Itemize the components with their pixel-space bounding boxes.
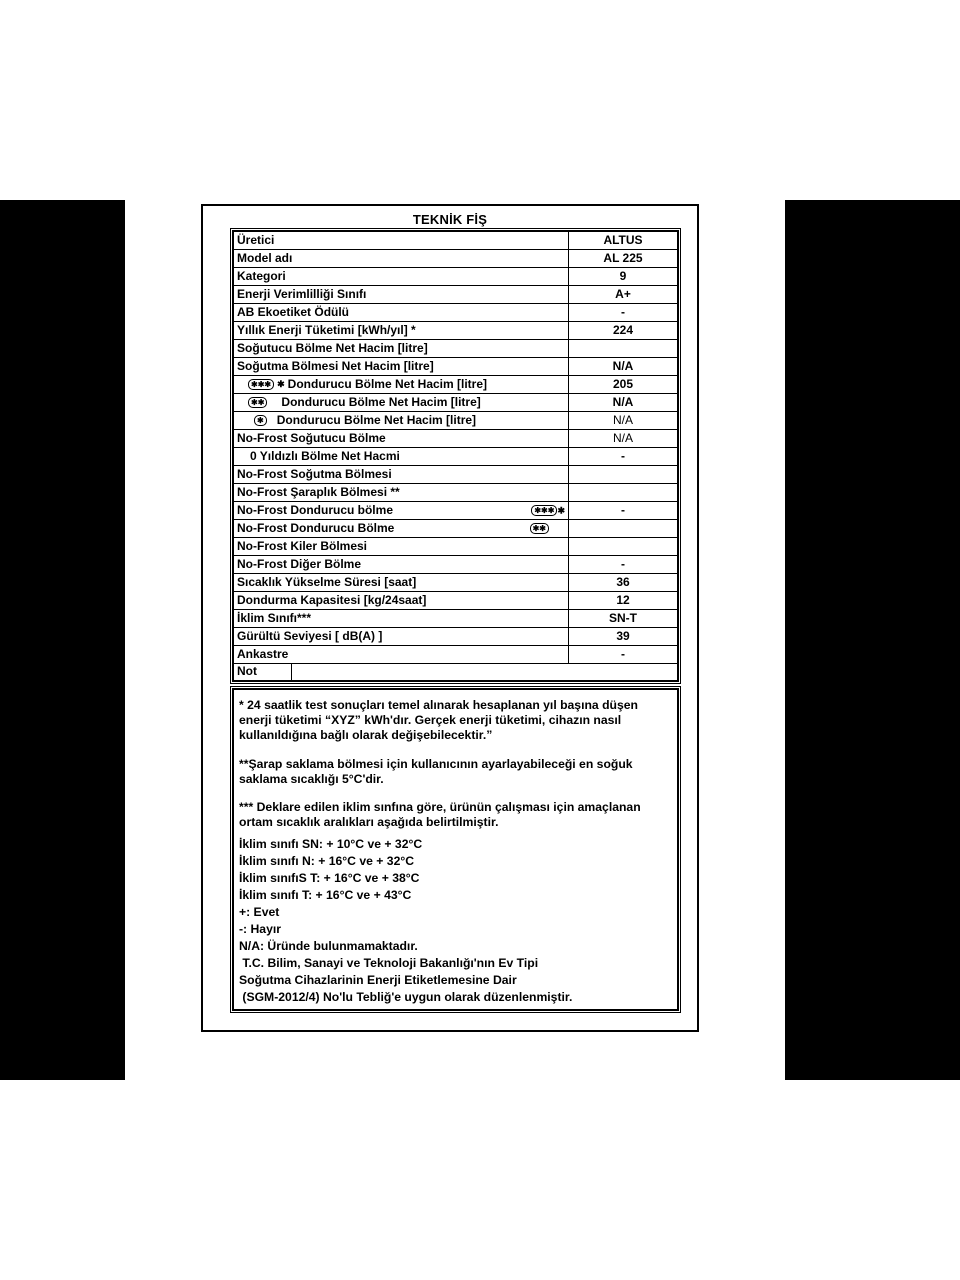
row-label-text: Dondurucu Bölme Net Hacim [litre] bbox=[287, 376, 488, 391]
one-star-icon: ✱ bbox=[254, 415, 267, 426]
legend-line: +: Evet bbox=[239, 905, 280, 919]
three-star-icon-group bbox=[531, 503, 565, 518]
table-row bbox=[233, 358, 678, 376]
table-row bbox=[233, 250, 678, 268]
note-inner bbox=[234, 664, 677, 680]
left-black-band bbox=[0, 200, 125, 1080]
table-row bbox=[233, 646, 678, 664]
row-value: A+ bbox=[569, 286, 679, 304]
footnote-2: **Şarap saklama bölmesi için kullanıcının ayarlayabileceği en soğuk saklama sıcaklığı 5°C'dir. bbox=[239, 757, 633, 786]
table-row bbox=[233, 448, 678, 466]
table-row bbox=[233, 394, 678, 412]
row-label: No-Frost Soğutma Bölmesi bbox=[233, 466, 569, 484]
row-label: AB Ekoetiket Ödülü bbox=[233, 304, 569, 322]
row-value: N/A bbox=[569, 430, 679, 448]
row-label: Yıllık Enerji Tüketimi [kWh/yıl] * bbox=[233, 322, 569, 340]
table-row bbox=[233, 502, 678, 520]
row-label bbox=[233, 412, 569, 430]
regulation-line: T.C. Bilim, Sanayi ve Teknoloji Bakanlığı'nın Ev Tipi bbox=[239, 956, 539, 970]
table-row bbox=[233, 574, 678, 592]
row-label bbox=[233, 520, 569, 538]
row-label: Model adı bbox=[233, 250, 569, 268]
right-black-band bbox=[785, 200, 960, 1080]
row-value: 12 bbox=[569, 592, 679, 610]
note-value bbox=[292, 664, 677, 680]
row-label: No-Frost Soğutucu Bölme bbox=[233, 430, 569, 448]
climate-line: İklim sınıfıS T: + 16°C ve + 38°C bbox=[239, 871, 420, 885]
footnotes-box bbox=[232, 688, 679, 1011]
row-label bbox=[233, 394, 569, 412]
table-row bbox=[233, 556, 678, 574]
row-value: 224 bbox=[569, 322, 679, 340]
row-value: - bbox=[569, 448, 679, 466]
table-row bbox=[233, 304, 678, 322]
table-row bbox=[233, 484, 678, 502]
table-row bbox=[233, 286, 678, 304]
row-label: No-Frost Şaraplık Bölmesi ** bbox=[233, 484, 569, 502]
row-value bbox=[569, 340, 679, 358]
table-row bbox=[233, 231, 678, 250]
row-label: No-Frost Kiler Bölmesi bbox=[233, 538, 569, 556]
footnote-1: * 24 saatlik test sonuçları temel alınarak hesaplanan yıl başına düşen enerji tüketimi “XYZ” kWh'dır. Gerçek enerji tüketimi, cihazın nasıl kullanıldığına bağlı olarak değişebilecektir.” bbox=[239, 698, 638, 742]
row-label: Enerji Verimlilliği Sınıfı bbox=[233, 286, 569, 304]
climate-line: İklim sınıfı SN: + 10°C ve + 32°C bbox=[239, 837, 423, 851]
table-row bbox=[233, 340, 678, 358]
spec-table bbox=[232, 230, 679, 682]
legend-line: N/A: Üründe bulunmamaktadır. bbox=[239, 939, 418, 953]
row-label bbox=[233, 502, 569, 520]
row-value: N/A bbox=[569, 412, 679, 430]
climate-line: İklim sınıfı T: + 16°C ve + 43°C bbox=[239, 888, 412, 902]
star-icon: ✱ bbox=[557, 505, 565, 516]
climate-line: İklim sınıfı N: + 16°C ve + 32°C bbox=[239, 854, 415, 868]
row-label: İklim Sınıfı*** bbox=[233, 610, 569, 628]
row-label: Kategori bbox=[233, 268, 569, 286]
legend-line: -: Hayır bbox=[239, 922, 281, 936]
table-row bbox=[233, 412, 678, 430]
row-value: 36 bbox=[569, 574, 679, 592]
row-label: Soğutma Bölmesi Net Hacim [litre] bbox=[233, 358, 569, 376]
three-star-icon: ✱✱✱ bbox=[248, 379, 274, 390]
table-row bbox=[233, 376, 678, 394]
row-label: Dondurma Kapasitesi [kg/24saat] bbox=[233, 592, 569, 610]
table-row bbox=[233, 268, 678, 286]
table-row bbox=[233, 430, 678, 448]
row-value: - bbox=[569, 304, 679, 322]
two-star-icon: ✱✱ bbox=[248, 397, 267, 408]
row-label: Gürültü Seviyesi [ dB(A) ] bbox=[233, 628, 569, 646]
row-label-text: Dondurucu Bölme Net Hacim [litre] bbox=[281, 395, 481, 409]
note-label: Not bbox=[234, 664, 292, 680]
two-star-icon-group bbox=[530, 521, 549, 536]
technical-sheet bbox=[201, 204, 699, 1032]
row-value: N/A bbox=[569, 394, 679, 412]
sheet-title: TEKNİK FİŞ bbox=[412, 212, 488, 227]
row-label: Sıcaklık Yükselme Süresi [saat] bbox=[233, 574, 569, 592]
row-label-text: No-Frost Dondurucu bölme bbox=[237, 502, 393, 517]
row-label: 0 Yıldızlı Bölme Net Hacmi bbox=[233, 448, 569, 466]
table-row bbox=[233, 628, 678, 646]
row-label: Ankastre bbox=[233, 646, 569, 664]
row-value: 205 bbox=[569, 376, 679, 394]
row-value: N/A bbox=[569, 358, 679, 376]
row-value: - bbox=[569, 646, 679, 664]
row-label-text: Dondurucu Bölme Net Hacim [litre] bbox=[276, 413, 477, 427]
table-row bbox=[233, 466, 678, 484]
row-value: AL 225 bbox=[569, 250, 679, 268]
footnote-3: *** Deklare edilen iklim sınfına göre, ürünün çalışması için amaçlanan ortam sıcaklık aralıkları aşağıda belirtilmiştir. bbox=[239, 800, 641, 829]
row-label-text: No-Frost Dondurucu Bölme bbox=[237, 521, 395, 535]
table-row-note bbox=[233, 664, 678, 682]
three-star-icon: ✱✱✱ bbox=[531, 505, 557, 516]
row-value: 39 bbox=[569, 628, 679, 646]
table-row bbox=[233, 322, 678, 340]
row-value bbox=[569, 520, 679, 538]
row-value bbox=[569, 466, 679, 484]
two-star-icon: ✱✱ bbox=[530, 523, 549, 534]
row-value: 9 bbox=[569, 268, 679, 286]
row-label bbox=[233, 376, 569, 394]
table-row bbox=[233, 592, 678, 610]
row-value: - bbox=[569, 502, 679, 520]
row-label: No-Frost Diğer Bölme bbox=[233, 556, 569, 574]
row-label: Soğutucu Bölme Net Hacim [litre] bbox=[233, 340, 569, 358]
row-value: - bbox=[569, 556, 679, 574]
regulation-line: (SGM-2012/4) No'lu Tebliğ'e uygun olarak düzenlenmiştir. bbox=[239, 990, 573, 1004]
regulation-line: Soğutma Cihazlarinin Enerji Etiketlemesine Dair bbox=[239, 973, 517, 987]
table-row bbox=[233, 520, 678, 538]
table-row bbox=[233, 538, 678, 556]
row-value bbox=[569, 538, 679, 556]
note-cell bbox=[233, 664, 678, 682]
table-row bbox=[233, 610, 678, 628]
star-icon: ✱ bbox=[277, 379, 285, 390]
row-value: SN-T bbox=[569, 610, 679, 628]
row-label: Üretici bbox=[233, 231, 569, 250]
row-value bbox=[569, 484, 679, 502]
row-value: ALTUS bbox=[569, 231, 679, 250]
